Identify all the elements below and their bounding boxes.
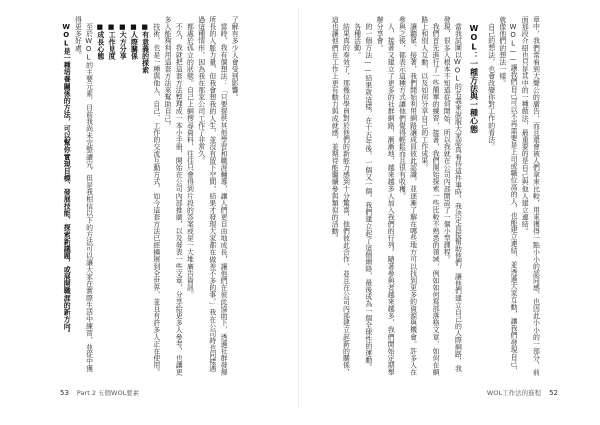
list-item: ■成長心態 [95,22,104,60]
list-item: ■工作見度 [107,22,116,60]
paragraph: 當時，我有個想法：「只要提供其他學習和職涯輔導，讓人們更自由地成長，讓他們在彼此協助下，透過社群發揮所長的人脈力量，但我會想我的人生，並沒有留下空間，結果才發現大家都在做差不多的事。」我在公司時也同樣遇過這種情形，因為我在那家公司工作了非常久。 [196,16,228,376]
emphasis-paragraph: WOL是一種培養關係的方法，可以幫你實現目標、發展技能、探索新議題，或展開職涯的新方向。 [62,22,71,337]
paragraph: 章中，我們常看到大聲公的廣告，而且還會被人們拿來比較，用來獲得一點小小的認同感，也因此小小的一部分，前面那段介紹也只是其中的一種做法，最重要的是自己與他人建立連結。 [520,16,540,376]
paragraph: 我們首先進行了一些簡單的練習，接著，我們開始探索一些比較不熟悉的領域，例如如何寫部落格文章、如何在網路上和別人互動，以及如何分享自己的工作成果。 [419,16,440,376]
paragraph: 了解有多少人會受到影響。 [230,16,239,101]
list-item: ■人際關係 [129,22,138,60]
running-footer: WOL工作法的進程 [486,389,542,397]
paragraph: 的一個方法——結果就這樣，在十五年後，一個又一個，我們建立起了這個網絡，最後成為一個全球性的運動。 [363,22,372,371]
list-item: ■有意義的探索 [140,22,149,74]
page-number: 53 [60,388,69,397]
paragraph: 結果真的奏效了，那幾位學員對於他們的新能力感到十分驚喜，他們彼此合作，並且在公司內部建立起新的關係，這也讓他們在工作上更有動力與成就感，並期待能繼續參與類似的活動。 [330,16,350,376]
element-list [94,16,150,378]
right-page [318,16,558,378]
paragraph: 至於WOL的主要元素，目前我尚未完整讀完，但是我相信以下的方法可以讓大家在實際生活中練習，並從中獲得更多好處。 [73,16,93,372]
section-heading: WOL：一種方法與一種心態 [469,24,479,133]
paragraph: 自己的想法，也會改變你對工作的看法。 [486,22,495,150]
left-page [60,16,295,378]
page-number: 52 [549,388,558,397]
paragraph: 當我試圖以WOL的名義來說服大家認真看待這件事時，我決定直接幫助他們，讓他們建立自己的人際網路，我發現，很多人根本不知道從何開始，所以我就在公司內部開設了一個小型課程。 [442,16,462,372]
paragraph: 都處於孤立的狀態。自己上網搜尋資料，往往只會得到片段的答案或是一大堆廣告資訊。 [185,22,194,298]
paragraph: WOL——讓我們自己可以不再需要是上司或職位高的人，也能建立連結，並透過大家互動，讓我們發現自己，就像他們的想法一樣。 [497,16,518,374]
running-footer: Part 2 五個WOL要素 [76,389,140,397]
list-item: ■大方分享 [118,22,127,60]
right-page-text [318,16,540,378]
left-page-text [60,16,239,378]
left-footer [60,388,139,397]
paragraph: 讓聽眾、接著，我們開始利用網路讓成員彼此認識，並逐漸了解在哪些地方可以找到更多的資源與機會。許多人在參與之後，都表示這種方式讓他們覺得輕鬆而且很有收穫。 [397,16,417,376]
right-footer [487,388,558,397]
paragraph: 人，接著又建立了更多的社群網路，漸漸地，越來越多人加入我們的行列。隨著參與者越來越多，我們開始定期舉辦分享會。 [375,16,395,376]
paragraph: 技術，也是一種與他人、自己、工作的交流互動方式，如今這套方法已經擴展到全世界，並且有許多人正在使用。 [151,22,160,376]
paragraph: 各種活動。 [352,22,361,59]
paragraph: 不久，我就把這套方法整理成一本小手冊，開始在公司內部推廣，以及發表一些文章，分享給更多人參考，也讓更多人能夠利用這套方法來幫助自己。 [163,16,183,376]
gutter-divider [298,8,299,408]
